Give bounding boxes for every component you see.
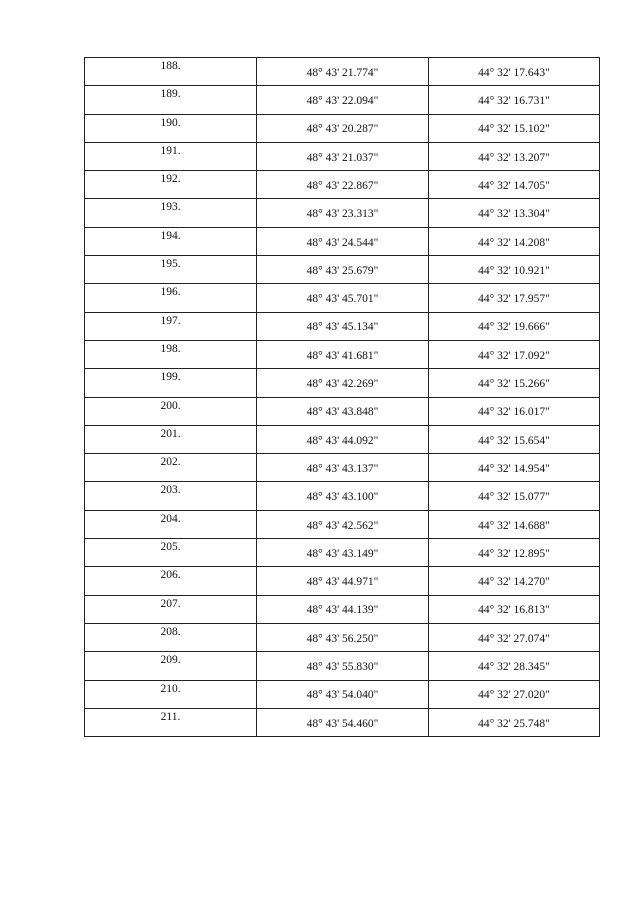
latitude-value: 48° 43' 42.562" [306, 519, 379, 532]
latitude-cell [257, 171, 429, 199]
longitude-cell [429, 425, 600, 453]
point-number: 190. [160, 116, 181, 129]
latitude-value: 48° 43' 22.094" [306, 95, 379, 108]
table-row [85, 171, 600, 199]
point-number-cell [85, 652, 257, 680]
table-row [85, 595, 600, 623]
longitude-cell [429, 510, 600, 538]
latitude-cell [257, 256, 429, 284]
point-number: 204. [160, 512, 181, 525]
latitude-value: 48° 43' 20.287" [306, 123, 379, 136]
point-number: 206. [160, 569, 181, 582]
point-number-cell [85, 227, 257, 255]
longitude-cell [429, 171, 600, 199]
longitude-value: 44° 32' 17.643" [478, 66, 550, 79]
point-number-cell [85, 142, 257, 170]
point-number-cell [85, 680, 257, 708]
point-number: 201. [160, 427, 181, 440]
point-number-cell [85, 623, 257, 651]
coordinates-table-body [85, 58, 600, 737]
table-row [85, 340, 600, 368]
point-number-cell [85, 58, 257, 86]
longitude-cell [429, 652, 600, 680]
longitude-cell [429, 539, 600, 567]
latitude-cell [257, 142, 429, 170]
longitude-cell [429, 142, 600, 170]
longitude-cell [429, 708, 600, 736]
longitude-value: 44° 32' 15.266" [478, 378, 550, 391]
point-number-cell [85, 397, 257, 425]
point-number: 191. [160, 144, 181, 157]
point-number-cell [85, 256, 257, 284]
latitude-cell [257, 284, 429, 312]
table-row [85, 369, 600, 397]
point-number-cell [85, 539, 257, 567]
longitude-cell [429, 58, 600, 86]
point-number-cell [85, 312, 257, 340]
table-row [85, 142, 600, 170]
longitude-cell [429, 199, 600, 227]
latitude-cell [257, 227, 429, 255]
table-row [85, 454, 600, 482]
latitude-value: 48° 43' 43.137" [306, 462, 379, 475]
point-number: 209. [160, 654, 181, 667]
latitude-cell [257, 454, 429, 482]
latitude-value: 48° 43' 45.701" [306, 293, 379, 306]
longitude-value: 44° 32' 15.077" [478, 491, 550, 504]
latitude-cell [257, 114, 429, 142]
table-row [85, 284, 600, 312]
point-number: 199. [160, 371, 181, 384]
longitude-value: 44° 32' 14.208" [478, 236, 550, 249]
longitude-value: 44° 32' 16.731" [478, 95, 550, 108]
point-number: 207. [160, 597, 181, 610]
longitude-value: 44° 32' 14.954" [478, 462, 550, 475]
point-number: 188. [160, 60, 181, 72]
latitude-cell [257, 340, 429, 368]
longitude-value: 44° 32' 19.666" [478, 321, 550, 334]
point-number: 200. [160, 399, 181, 412]
longitude-value: 44° 32' 17.092" [478, 349, 550, 362]
table-row [85, 86, 600, 114]
point-number: 210. [160, 682, 181, 695]
latitude-value: 48° 43' 25.679" [306, 264, 379, 277]
longitude-value: 44° 32' 27.074" [478, 632, 550, 645]
point-number: 198. [160, 342, 181, 355]
point-number: 208. [160, 625, 181, 638]
latitude-value: 48° 43' 43.100" [306, 491, 379, 504]
point-number-cell [85, 114, 257, 142]
longitude-cell [429, 114, 600, 142]
longitude-value: 44° 32' 27.020" [478, 689, 550, 702]
latitude-cell [257, 482, 429, 510]
longitude-cell [429, 227, 600, 255]
point-number: 195. [160, 258, 181, 271]
longitude-value: 44° 32' 14.270" [478, 576, 550, 589]
latitude-cell [257, 539, 429, 567]
longitude-cell [429, 312, 600, 340]
point-number-cell [85, 171, 257, 199]
point-number-cell [85, 595, 257, 623]
table-row [85, 539, 600, 567]
longitude-cell [429, 340, 600, 368]
latitude-value: 48° 43' 41.681" [306, 349, 379, 362]
table-row [85, 425, 600, 453]
point-number: 189. [160, 88, 181, 101]
point-number-cell [85, 425, 257, 453]
latitude-cell [257, 652, 429, 680]
longitude-value: 44° 32' 15.654" [478, 434, 550, 447]
table-row [85, 623, 600, 651]
latitude-cell [257, 86, 429, 114]
point-number: 202. [160, 456, 181, 469]
longitude-cell [429, 567, 600, 595]
longitude-value: 44° 32' 14.688" [478, 519, 550, 532]
longitude-cell [429, 623, 600, 651]
point-number: 205. [160, 541, 181, 554]
point-number-cell [85, 340, 257, 368]
point-number: 193. [160, 201, 181, 214]
point-number-cell [85, 86, 257, 114]
point-number-cell [85, 482, 257, 510]
longitude-cell [429, 369, 600, 397]
table-row [85, 652, 600, 680]
latitude-value: 48° 43' 54.040" [306, 689, 379, 702]
longitude-value: 44° 32' 15.102" [478, 123, 550, 136]
point-number: 194. [160, 229, 181, 242]
latitude-cell [257, 58, 429, 86]
longitude-cell [429, 482, 600, 510]
latitude-cell [257, 312, 429, 340]
longitude-cell [429, 680, 600, 708]
latitude-value: 48° 43' 24.544" [306, 236, 379, 249]
table-row [85, 482, 600, 510]
table-row [85, 256, 600, 284]
latitude-value: 48° 43' 43.848" [306, 406, 379, 419]
latitude-value: 48° 43' 21.774" [306, 66, 379, 79]
point-number: 197. [160, 314, 181, 327]
latitude-value: 48° 43' 21.037" [306, 151, 379, 164]
latitude-cell [257, 199, 429, 227]
latitude-cell [257, 680, 429, 708]
point-number: 203. [160, 484, 181, 497]
longitude-value: 44° 32' 17.957" [478, 293, 550, 306]
longitude-value: 44° 32' 16.017" [478, 406, 550, 419]
table-row [85, 312, 600, 340]
table-row [85, 567, 600, 595]
latitude-value: 48° 43' 44.971" [306, 576, 379, 589]
point-number-cell [85, 369, 257, 397]
point-number: 196. [160, 286, 181, 299]
latitude-value: 48° 43' 44.092" [306, 434, 379, 447]
latitude-cell [257, 567, 429, 595]
latitude-value: 48° 43' 43.149" [306, 547, 379, 560]
coordinates-table [84, 57, 600, 737]
latitude-cell [257, 369, 429, 397]
table-row [85, 680, 600, 708]
latitude-value: 48° 43' 54.460" [306, 717, 379, 730]
point-number-cell [85, 510, 257, 538]
point-number-cell [85, 454, 257, 482]
point-number-cell [85, 708, 257, 736]
table-row [85, 708, 600, 736]
latitude-value: 48° 43' 22.867" [306, 179, 379, 192]
point-number: 211. [160, 710, 181, 723]
point-number-cell [85, 199, 257, 227]
longitude-cell [429, 595, 600, 623]
point-number-cell [85, 567, 257, 595]
longitude-value: 44° 32' 16.813" [478, 604, 550, 617]
latitude-value: 48° 43' 42.269" [306, 378, 379, 391]
latitude-value: 48° 43' 23.313" [306, 208, 379, 221]
longitude-cell [429, 256, 600, 284]
table-row [85, 114, 600, 142]
longitude-value: 44° 32' 13.304" [478, 208, 550, 221]
table-row [85, 397, 600, 425]
longitude-value: 44° 32' 28.345" [478, 661, 550, 674]
longitude-value: 44° 32' 12.895" [478, 547, 550, 560]
table-row [85, 199, 600, 227]
point-number: 192. [160, 173, 181, 186]
longitude-value: 44° 32' 13.207" [478, 151, 550, 164]
longitude-value: 44° 32' 25.748" [478, 717, 550, 730]
point-number-cell [85, 284, 257, 312]
latitude-cell [257, 708, 429, 736]
longitude-cell [429, 397, 600, 425]
table-row [85, 58, 600, 86]
latitude-cell [257, 595, 429, 623]
table-row [85, 227, 600, 255]
latitude-cell [257, 623, 429, 651]
latitude-value: 48° 43' 45.134" [306, 321, 379, 334]
latitude-cell [257, 425, 429, 453]
latitude-value: 48° 43' 56.250" [306, 632, 379, 645]
longitude-value: 44° 32' 10.921" [478, 264, 550, 277]
latitude-cell [257, 397, 429, 425]
longitude-cell [429, 454, 600, 482]
longitude-value: 44° 32' 14.705" [478, 179, 550, 192]
latitude-value: 48° 43' 55.830" [306, 661, 379, 674]
longitude-cell [429, 86, 600, 114]
latitude-value: 48° 43' 44.139" [306, 604, 379, 617]
table-row [85, 510, 600, 538]
longitude-cell [429, 284, 600, 312]
latitude-cell [257, 510, 429, 538]
